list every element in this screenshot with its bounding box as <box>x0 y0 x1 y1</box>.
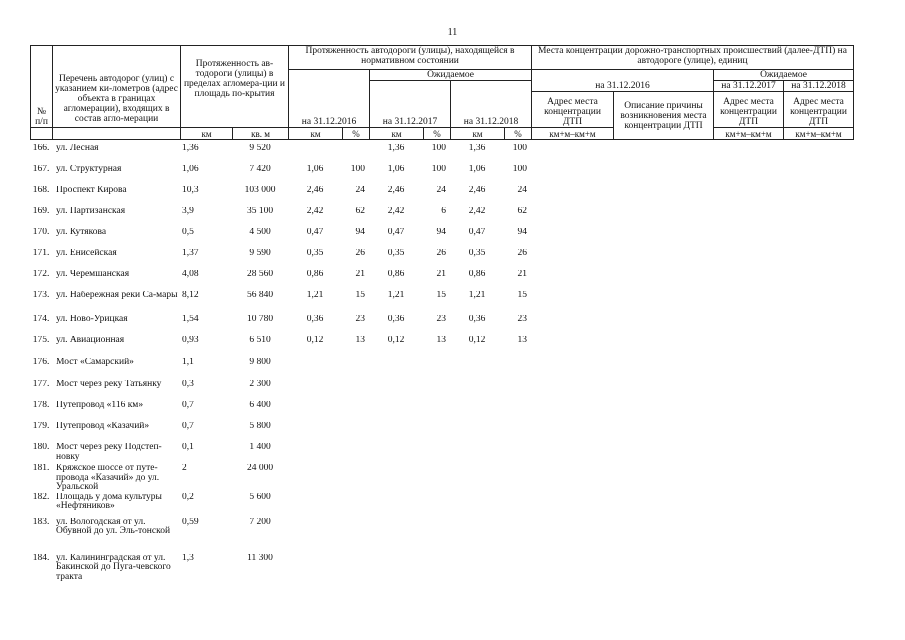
unit-km-2018: км <box>451 128 505 140</box>
unit-addr-2017: км+м–км+м <box>714 128 784 140</box>
norm-km-2017: 2,46 <box>387 186 405 195</box>
norm-pct-2018: 94 <box>517 228 527 237</box>
road-length-km: 3,9 <box>182 207 194 216</box>
norm-km-2017: 0,86 <box>387 270 405 279</box>
norm-km-2016 <box>288 358 342 380</box>
norm-km-2016 <box>288 401 342 422</box>
road-area-m2: 10 780 <box>246 315 274 324</box>
table-row <box>30 249 531 270</box>
row-number: 168. <box>32 186 50 195</box>
road-name: Мост «Самарский» <box>56 358 134 367</box>
header-acc-2018: на 31.12.2018 <box>784 81 854 92</box>
norm-pct-2018: 21 <box>517 270 527 279</box>
norm-km-2018: 1,36 <box>468 144 486 153</box>
unit-km-2017: км <box>370 128 424 140</box>
road-area-m2: 2 300 <box>249 380 271 389</box>
norm-km-2017: 1,06 <box>387 165 405 174</box>
norm-km-2018 <box>450 380 504 401</box>
norm-pct-2017 <box>423 443 450 464</box>
table-body <box>30 144 531 590</box>
norm-pct-2018 <box>504 493 531 518</box>
norm-km-2017 <box>369 518 423 554</box>
norm-km-2017 <box>369 554 423 590</box>
header-no <box>31 46 53 128</box>
road-name: Путепровод «Казачий» <box>56 422 150 431</box>
table-row <box>30 228 531 249</box>
header-accidents: Места концентрации дорожно-транспортных происшествий (далее-ДТП) на автодороге (улице), единиц <box>532 46 854 70</box>
norm-km-2017: 1,36 <box>387 144 405 153</box>
road-length-km: 1,3 <box>182 553 194 563</box>
norm-pct-2016: 100 <box>350 165 365 174</box>
road-length-km: 1,37 <box>182 249 199 258</box>
norm-km-2018 <box>450 493 504 518</box>
road-area-m2: 7 420 <box>249 165 271 174</box>
road-length-km: 1,1 <box>182 358 194 367</box>
norm-km-2016: 0,47 <box>306 228 324 237</box>
norm-pct-2017: 100 <box>431 144 446 153</box>
road-length-km: 1,54 <box>182 315 199 324</box>
norm-pct-2016 <box>342 422 369 443</box>
norm-pct-2016 <box>342 443 369 464</box>
norm-km-2018: 1,21 <box>468 291 486 300</box>
norm-pct-2018: 15 <box>517 291 527 300</box>
norm-km-2017: 2,42 <box>387 207 405 216</box>
norm-pct-2017: 100 <box>431 165 446 174</box>
road-name: ул. Енисейская <box>56 249 117 258</box>
norm-km-2018 <box>450 518 504 554</box>
norm-pct-2016 <box>342 518 369 554</box>
table-row <box>30 291 531 315</box>
header-normative: Протяженность автодороги (улицы), находящейся в нормативном состоянии <box>289 46 532 70</box>
road-area-m2: 5 600 <box>249 492 271 502</box>
norm-km-2018: 1,06 <box>468 165 486 174</box>
norm-pct-2018: 100 <box>512 165 527 174</box>
road-area-m2: 28 560 <box>246 270 274 279</box>
road-area-m2: 1 400 <box>249 443 271 452</box>
norm-pct-2016 <box>342 401 369 422</box>
norm-pct-2016: 13 <box>355 336 365 345</box>
norm-km-2018 <box>450 554 504 590</box>
row-number: 173. <box>32 291 50 300</box>
row-number: 171. <box>32 249 50 258</box>
norm-km-2017: 0,47 <box>387 228 405 237</box>
row-number: 174. <box>32 315 50 324</box>
road-name: Площадь у дома культуры «Нефтяников» <box>56 492 162 511</box>
header-no-text: № п/п <box>35 107 48 127</box>
road-name: ул. Набережная реки Са-мары <box>56 291 178 300</box>
table-row <box>30 144 531 165</box>
road-name: Проспект Кирова <box>56 186 127 195</box>
norm-km-2016 <box>288 464 342 493</box>
norm-km-2018: 0,86 <box>468 270 486 279</box>
road-area-m2: 35 100 <box>246 207 274 216</box>
norm-pct-2017 <box>423 518 450 554</box>
norm-pct-2016: 23 <box>355 315 365 324</box>
table-row <box>30 464 531 493</box>
header-date-2017: на 31.12.2017 <box>370 81 451 128</box>
table-row <box>30 493 531 518</box>
norm-pct-2018: 24 <box>517 186 527 195</box>
norm-pct-2017: 94 <box>436 228 446 237</box>
table-row <box>30 443 531 464</box>
header-addr-2017: Адрес места концентрации ДТП <box>714 92 784 128</box>
norm-pct-2016: 62 <box>355 207 365 216</box>
road-area-m2: 24 000 <box>246 464 274 473</box>
road-area-m2: 11 300 <box>247 553 273 563</box>
unit-pct-2018: % <box>505 128 532 140</box>
norm-km-2017: 0,12 <box>387 336 405 345</box>
norm-km-2017 <box>369 422 423 443</box>
norm-km-2018 <box>450 443 504 464</box>
norm-pct-2018: 62 <box>517 207 527 216</box>
norm-pct-2017: 13 <box>436 336 446 345</box>
header-cause: Описание причины возникновения места концентрации ДТП <box>614 92 714 140</box>
road-name: Мост через реку Татьянку <box>56 380 162 389</box>
table-row <box>30 358 531 380</box>
norm-km-2018: 0,36 <box>468 315 486 324</box>
row-number: 167. <box>32 165 50 174</box>
table-header <box>30 45 854 140</box>
road-length-km: 0,7 <box>182 422 194 431</box>
row-number: 176. <box>32 358 50 367</box>
norm-km-2017 <box>369 493 423 518</box>
norm-km-2018: 0,12 <box>468 336 486 345</box>
table-row <box>30 270 531 291</box>
road-area-m2: 6 510 <box>249 336 271 345</box>
road-area-m2: 9 520 <box>249 144 271 153</box>
norm-pct-2017 <box>423 401 450 422</box>
road-length-km: 10,3 <box>182 186 199 195</box>
norm-km-2017: 1,21 <box>387 291 405 300</box>
unit-addr-2018: км+м–км+м <box>784 128 854 140</box>
header-expected2: Ожидаемое <box>714 70 854 81</box>
norm-pct-2018: 100 <box>512 144 527 153</box>
unit-km: км <box>181 128 233 140</box>
row-number: 177. <box>32 380 50 389</box>
unit-pct-2016: % <box>343 128 370 140</box>
norm-km-2017 <box>369 401 423 422</box>
road-length-km: 0,7 <box>182 401 194 410</box>
norm-km-2016: 0,12 <box>306 336 324 345</box>
norm-km-2016 <box>288 443 342 464</box>
road-length-km: 0,5 <box>182 228 194 237</box>
road-name: ул. Ново-Урицкая <box>56 315 128 324</box>
norm-km-2018: 0,47 <box>468 228 486 237</box>
table-row <box>30 315 531 336</box>
norm-km-2016: 0,36 <box>306 315 324 324</box>
road-name: ул. Лесная <box>56 144 99 153</box>
row-number: 184. <box>32 553 50 563</box>
road-length-km: 4,08 <box>182 270 199 279</box>
norm-km-2017: 0,35 <box>387 249 405 258</box>
norm-pct-2018 <box>504 518 531 554</box>
table-row <box>30 422 531 443</box>
table-row <box>30 186 531 207</box>
norm-pct-2018 <box>504 554 531 590</box>
norm-pct-2017 <box>423 464 450 493</box>
road-length-km: 0,2 <box>182 492 194 502</box>
norm-km-2016: 2,42 <box>306 207 324 216</box>
road-name: ул. Черемшанская <box>56 270 130 279</box>
road-name: ул. Калининградская от ул. Бакинской до Пуга-чевского тракта <box>56 553 171 582</box>
row-number: 181. <box>32 464 50 473</box>
norm-km-2017 <box>369 358 423 380</box>
header-date-2018: на 31.12.2018 <box>451 81 532 128</box>
road-name: ул. Партизанская <box>56 207 126 216</box>
road-name: Кряжское шоссе от путе-провода «Казачий» до ул. Уральской <box>56 464 160 492</box>
norm-pct-2016 <box>342 554 369 590</box>
road-length-km: 0,93 <box>182 336 199 345</box>
page-number: 11 <box>447 27 458 38</box>
norm-km-2018 <box>450 401 504 422</box>
norm-km-2017 <box>369 380 423 401</box>
norm-km-2016 <box>288 554 342 590</box>
norm-km-2016 <box>288 422 342 443</box>
road-name: Мост через реку Подстеп-новку <box>56 443 162 462</box>
table-row <box>30 336 531 358</box>
norm-pct-2018: 13 <box>517 336 527 345</box>
norm-km-2016 <box>288 380 342 401</box>
norm-km-2016: 1,06 <box>306 165 324 174</box>
norm-pct-2017: 23 <box>436 315 446 324</box>
row-number: 172. <box>32 270 50 279</box>
road-area-m2: 9 590 <box>249 249 271 258</box>
norm-pct-2016: 26 <box>355 249 365 258</box>
road-name: Путепровод «116 км» <box>56 401 144 410</box>
norm-pct-2016 <box>342 464 369 493</box>
header-acc-2016: на 31.12.2016 <box>532 70 714 92</box>
road-length-km: 8,12 <box>182 291 199 300</box>
norm-km-2018: 0,35 <box>468 249 486 258</box>
norm-km-2016 <box>288 144 342 165</box>
norm-pct-2016: 21 <box>355 270 365 279</box>
norm-pct-2016: 15 <box>355 291 365 300</box>
norm-km-2016 <box>288 493 342 518</box>
unit-addr-2016: км+м–км+м <box>532 128 614 140</box>
table-row <box>30 380 531 401</box>
row-number: 170. <box>32 228 50 237</box>
norm-km-2018: 2,42 <box>468 207 486 216</box>
table-row <box>30 554 531 590</box>
table-row <box>30 401 531 422</box>
road-name: ул. Авиационная <box>56 336 125 345</box>
road-length-km: 1,36 <box>182 144 199 153</box>
norm-km-2017 <box>369 464 423 493</box>
unit-no-empty <box>31 128 53 140</box>
norm-pct-2016 <box>342 380 369 401</box>
norm-pct-2016: 24 <box>355 186 365 195</box>
header-addr-2016: Адрес места концентрации ДТП <box>532 92 614 128</box>
road-name: ул. Вологодская от ул. Обувной до ул. Эль-тонской <box>56 517 171 536</box>
norm-km-2017: 0,36 <box>387 315 405 324</box>
road-length-km: 0,3 <box>182 380 194 389</box>
norm-pct-2018 <box>504 464 531 493</box>
norm-km-2018: 2,46 <box>468 186 486 195</box>
norm-pct-2018 <box>504 443 531 464</box>
norm-km-2017 <box>369 443 423 464</box>
header-road-list: Перечень автодорог (улиц) с указанием ки-лометров (адрес объекта в границах агломерации), входящих в состав агло-мерации <box>53 46 181 128</box>
unit-pct-2017: % <box>424 128 451 140</box>
row-number: 166. <box>32 144 50 153</box>
header-acc-2017: на 31.12.2017 <box>714 81 784 92</box>
norm-pct-2017 <box>423 554 450 590</box>
norm-pct-2018 <box>504 401 531 422</box>
norm-km-2016: 0,35 <box>306 249 324 258</box>
norm-km-2016: 0,86 <box>306 270 324 279</box>
norm-pct-2016 <box>342 493 369 518</box>
norm-pct-2017: 15 <box>436 291 446 300</box>
norm-pct-2018 <box>504 358 531 380</box>
norm-pct-2017: 21 <box>436 270 446 279</box>
row-number: 178. <box>32 401 50 410</box>
norm-pct-2017: 26 <box>436 249 446 258</box>
road-area-m2: 4 500 <box>249 228 271 237</box>
row-number: 175. <box>32 336 50 345</box>
unit-km-2016: км <box>289 128 343 140</box>
header-addr-2018: Адрес места концентрации ДТП <box>784 92 854 128</box>
norm-pct-2016 <box>342 358 369 380</box>
unit-m2: кв. м <box>233 128 289 140</box>
norm-pct-2017 <box>423 422 450 443</box>
road-name: ул. Кутякова <box>56 228 107 237</box>
row-number: 179. <box>32 422 50 431</box>
norm-pct-2016: 94 <box>355 228 365 237</box>
row-number: 183. <box>32 517 50 527</box>
row-number: 180. <box>32 443 50 452</box>
norm-km-2018 <box>450 358 504 380</box>
header-length: Протяженность ав-тодороги (улицы) в пределах агломера-ции и площадь по-крытия <box>181 46 289 128</box>
unit-name-empty <box>53 128 181 140</box>
norm-pct-2017 <box>423 358 450 380</box>
header-date-2016: на 31.12.2016 <box>289 70 370 128</box>
norm-km-2016: 1,21 <box>306 291 324 300</box>
norm-pct-2017 <box>423 493 450 518</box>
row-number: 182. <box>32 492 50 502</box>
norm-km-2016: 2,46 <box>306 186 324 195</box>
norm-pct-2017 <box>423 380 450 401</box>
road-length-km: 0,1 <box>182 443 194 452</box>
norm-km-2016 <box>288 518 342 554</box>
road-length-km: 2 <box>182 464 187 473</box>
road-area-m2: 5 800 <box>249 422 271 431</box>
norm-pct-2016 <box>342 144 369 165</box>
road-name: ул. Структурная <box>56 165 122 174</box>
road-area-m2: 7 200 <box>249 517 271 527</box>
row-number: 169. <box>32 207 50 216</box>
table-row <box>30 207 531 228</box>
norm-pct-2018: 26 <box>517 249 527 258</box>
norm-pct-2018: 23 <box>517 315 527 324</box>
road-area-m2: 6 400 <box>249 401 271 410</box>
norm-pct-2018 <box>504 380 531 401</box>
road-length-km: 0,59 <box>182 517 199 527</box>
road-area-m2: 56 840 <box>246 291 274 300</box>
table-row <box>30 165 531 186</box>
table-row <box>30 518 531 554</box>
road-area-m2: 103 000 <box>244 186 276 195</box>
norm-pct-2017: 6 <box>441 207 446 216</box>
norm-km-2018 <box>450 422 504 443</box>
road-length-km: 1,06 <box>182 165 199 174</box>
norm-km-2018 <box>450 464 504 493</box>
norm-pct-2018 <box>504 422 531 443</box>
header-expected: Ожидаемое <box>370 70 532 81</box>
road-area-m2: 9 800 <box>249 358 271 367</box>
norm-pct-2017: 24 <box>436 186 446 195</box>
